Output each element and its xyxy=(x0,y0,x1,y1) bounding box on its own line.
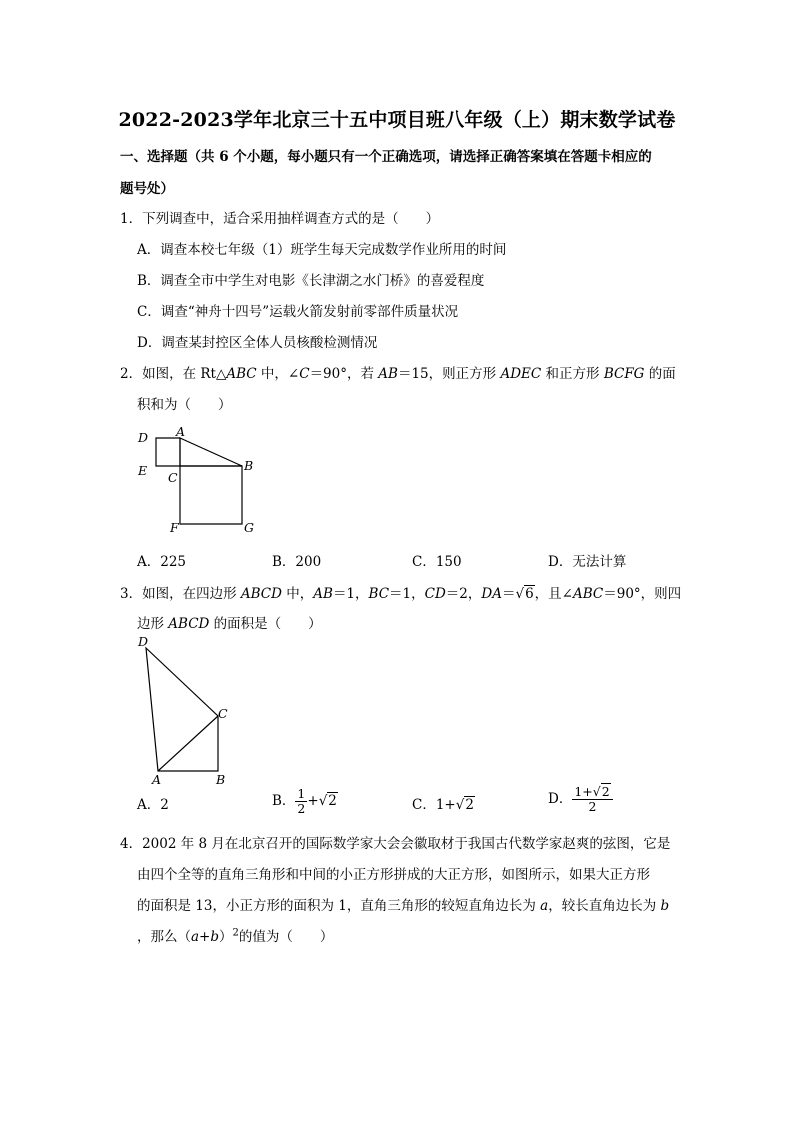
question-4-line2: 由四个全等的直角三角形和中间的小正方形拼成的大正方形，如图所示，如果大正方形 xyxy=(137,867,650,883)
label-e: E xyxy=(138,463,148,478)
question-3-option-c: C．1+√2 xyxy=(412,797,474,813)
question-2-option-d: D．无法计算 xyxy=(548,554,627,570)
label-b: B xyxy=(216,772,226,787)
question-3-option-a: A．2 xyxy=(137,797,169,813)
question-1-option-d: D．调查某封控区全体人员核酸检测情况 xyxy=(137,335,378,351)
question-4-line3: 的面积是 13，小正方形的面积为 1，直角三角形的较短直角边长为 a，较长直角边长为 b xyxy=(137,898,670,914)
question-3-option-b: B． $\frac{1}{2}$ +√2 xyxy=(272,786,337,816)
label-a: A xyxy=(152,772,162,787)
label-b: B xyxy=(244,458,254,473)
label-d: D xyxy=(138,634,149,649)
label-c: C xyxy=(218,706,228,721)
label-d: D xyxy=(138,430,149,445)
label-a: A xyxy=(176,424,186,439)
triangle-abc xyxy=(180,438,242,466)
question-3-figure xyxy=(130,630,240,788)
question-2-option-c: C．150 xyxy=(412,554,462,570)
question-2-option-a: A．225 xyxy=(137,554,187,570)
question-2-figure xyxy=(130,422,270,537)
question-4-line4: ，那么$(a+b)^2$的值为（ ） xyxy=(137,927,334,945)
section-heading-line1: 一、选择题（共 6 个小题，每小题只有一个正确选项，请选择正确答案填在答题卡相应的 xyxy=(120,149,652,165)
square-adec xyxy=(156,438,180,466)
label-f: F xyxy=(170,520,179,535)
question-1-option-a: A．调查本校七年级（1）班学生每天完成数学作业所用的时间 xyxy=(137,242,507,258)
square-bcfg xyxy=(180,466,242,524)
question-2-option-b: B．200 xyxy=(272,554,322,570)
question-1-option-c: C．调查“神舟十四号”运载火箭发射前零部件质量状况 xyxy=(137,304,459,320)
section-heading-line2: 题号处） xyxy=(120,181,174,197)
quadrilateral-abcd xyxy=(146,648,218,771)
page-title: 2022-2023学年北京三十五中项目班八年级（上）期末数学试卷 xyxy=(118,109,676,131)
question-3-stem-line2: 边形 ABCD 的面积是（ ） xyxy=(137,616,322,632)
question-3-stem: 3．如图，在四边形 ABCD 中，AB＝1，BC＝1，CD＝2，DA＝√6，且∠ABC＝90°，则四 xyxy=(120,586,682,602)
label-c: C xyxy=(168,470,178,485)
label-g: G xyxy=(244,520,254,535)
diagonal-ac xyxy=(158,716,218,771)
question-2-stem: 2．如图，在 Rt△ABC 中，∠C＝90°，若 AB＝15，则正方形 ADEC 和正方形 BCFG 的面 xyxy=(120,366,676,382)
question-4-line1: 4．2002 年 8 月在北京召开的国际数学家大会会徽取材于我国古代数学家赵爽的弦图，它是 xyxy=(120,836,671,852)
question-1-option-b: B．调查全市中学生对电影《长津湖之水门桥》的喜爱程度 xyxy=(137,273,485,289)
question-2-stem-line2: 积和为（ ） xyxy=(137,397,232,413)
question-3-option-d: D． $\frac{1+√2}{2}$ xyxy=(548,785,613,814)
question-1-stem: 1．下列调查中，适合采用抽样调查方式的是（ ） xyxy=(120,211,440,227)
